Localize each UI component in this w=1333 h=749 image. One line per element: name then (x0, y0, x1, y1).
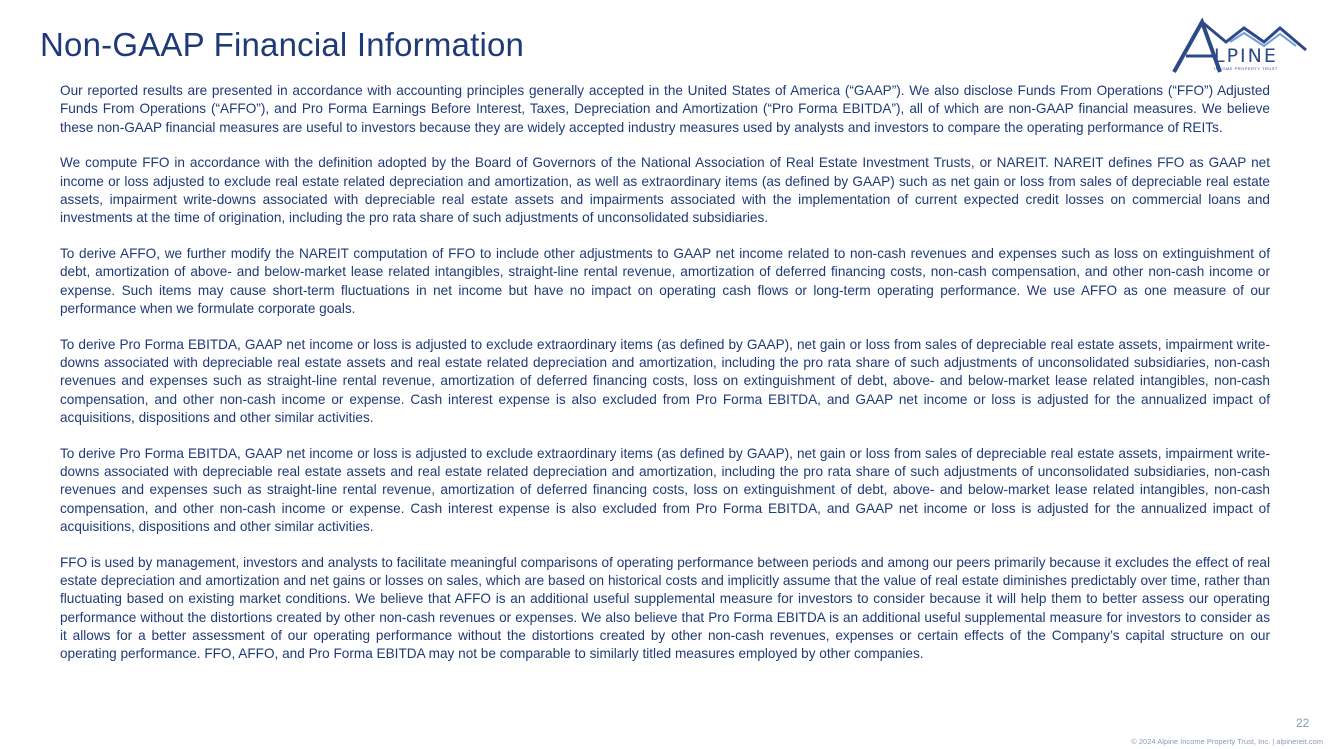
logo-wordmark: LPINE (1214, 45, 1278, 67)
page-number: 22 (1296, 716, 1310, 730)
alpine-logo (1168, 16, 1310, 76)
logo-tagline: INCOME PROPERTY TRUST (1214, 66, 1278, 71)
paragraph-ffo: We compute FFO in accordance with the definition adopted by the Board of Governors of the National Association of Real Estate Investment Trusts, or NAREIT. NAREIT defines FFO as GAAP net income or loss adjusted to exclude real estate related depreciation and amortization, as well as extraordinary items (as defined by GAAP) such as net gain or loss from sales of depreciable real estate assets, impairment write-downs associated with depreciable real estate assets and impairments associated with the implementation of current expected credit losses on commercial loans and investments at the time of origination, including the pro rata share of such adjustments of unconsolidated subsidiaries. (60, 155, 1270, 226)
paragraph-pro-forma-ebitda: To derive Pro Forma EBITDA, GAAP net income or loss is adjusted to exclude extraordinary items (as defined by GAAP), net gain or loss from sales of depreciable real estate assets, impairment write-downs associated with depreciable real estate assets and real estate related depreciation and amortization, including the pro rata share of such adjustments of unconsolidated subsidiaries, non-cash revenues and expenses such as straight-line rental revenue, amortization of deferred financing costs, loss on extinguishment of debt, above- and below-market lease related intangibles, non-cash compensation, and other non-cash income or expense. Cash interest expense is also excluded from Pro Forma EBITDA, and GAAP net income or loss is adjusted for the annualized impact of acquisitions, dispositions and other similar activities. (60, 336, 1270, 425)
paragraph-pro-forma-ebitda-repeat: To derive Pro Forma EBITDA, GAAP net income or loss is adjusted to exclude extraordinary items (as defined by GAAP), net gain or loss from sales of depreciable real estate assets, impairment write-downs associated with depreciable real estate assets and real estate related depreciation and amortization, including the pro rata share of such adjustments of unconsolidated subsidiaries, non-cash revenues and expenses such as straight-line rental revenue, amortization of deferred financing costs, loss on extinguishment of debt, above- and below-market lease related intangibles, non-cash compensation, and other non-cash income or expense. Cash interest expense is also excluded from Pro Forma EBITDA, and GAAP net income or loss is adjusted for the annualized impact of acquisitions, dispositions and other similar activities. (60, 445, 1270, 534)
footer-copyright: © 2024 Alpine Income Property Trust, Inc. | alpinereit.com (1131, 737, 1323, 746)
page-title: Non-GAAP Financial Information (40, 26, 525, 63)
paragraph-affo: To derive AFFO, we further modify the NAREIT computation of FFO to include other adjustments to GAAP net income related to non-cash revenues and expenses such as loss on extinguishment of debt, amortization of above- and below-market lease related intangibles, straight-line rental revenue, amortization of deferred financing costs, non-cash compensation, and other non-cash income or expense. Such items may cause short-term fluctuations in net income but have no impact on operating cash flows or long-term operating performance. We use AFFO as one measure of our performance when we formulate corporate goals. (60, 246, 1270, 316)
disclosure-body (60, 82, 1270, 681)
paragraph-usefulness: FFO is used by management, investors and analysts to facilitate meaningful comparisons of operating performance between periods and among our peers primarily because it excludes the effect of real estate depreciation and amortization and net gains or losses on sales, which are based on historical costs and implicitly assume that the value of real estate diminishes predictably over time, rather than fluctuating based on existing market conditions. We believe that AFFO is an additional useful supplemental measure for investors to consider because it will help them to better assess our operating performance without the distortions created by other non-cash revenues or expenses. We also believe that Pro Forma EBITDA is an additional useful supplemental measure for investors to consider as it allows for a better assessment of our operating performance without the distortions created by other non-cash revenues, expenses or certain effects of the Company’s capital structure on our operating performance. FFO, AFFO, and Pro Forma EBITDA may not be comparable to similarly titled measures employed by other companies. (60, 554, 1270, 662)
paragraph-intro: Our reported results are presented in accordance with accounting principles generally accepted in the United States of America (“GAAP”). We also disclose Funds From Operations (“FFO”) Adjusted Funds From Operations (“AFFO”), and Pro Forma Earnings Before Interest, Taxes, Depreciation and Amortization (“Pro Forma EBITDA”), all of which are non-GAAP financial measures. We believe these non-GAAP financial measures are useful to investors because they are widely accepted industry measures used by analysts and investors to compare the operating performance of REITs. (60, 83, 1270, 135)
